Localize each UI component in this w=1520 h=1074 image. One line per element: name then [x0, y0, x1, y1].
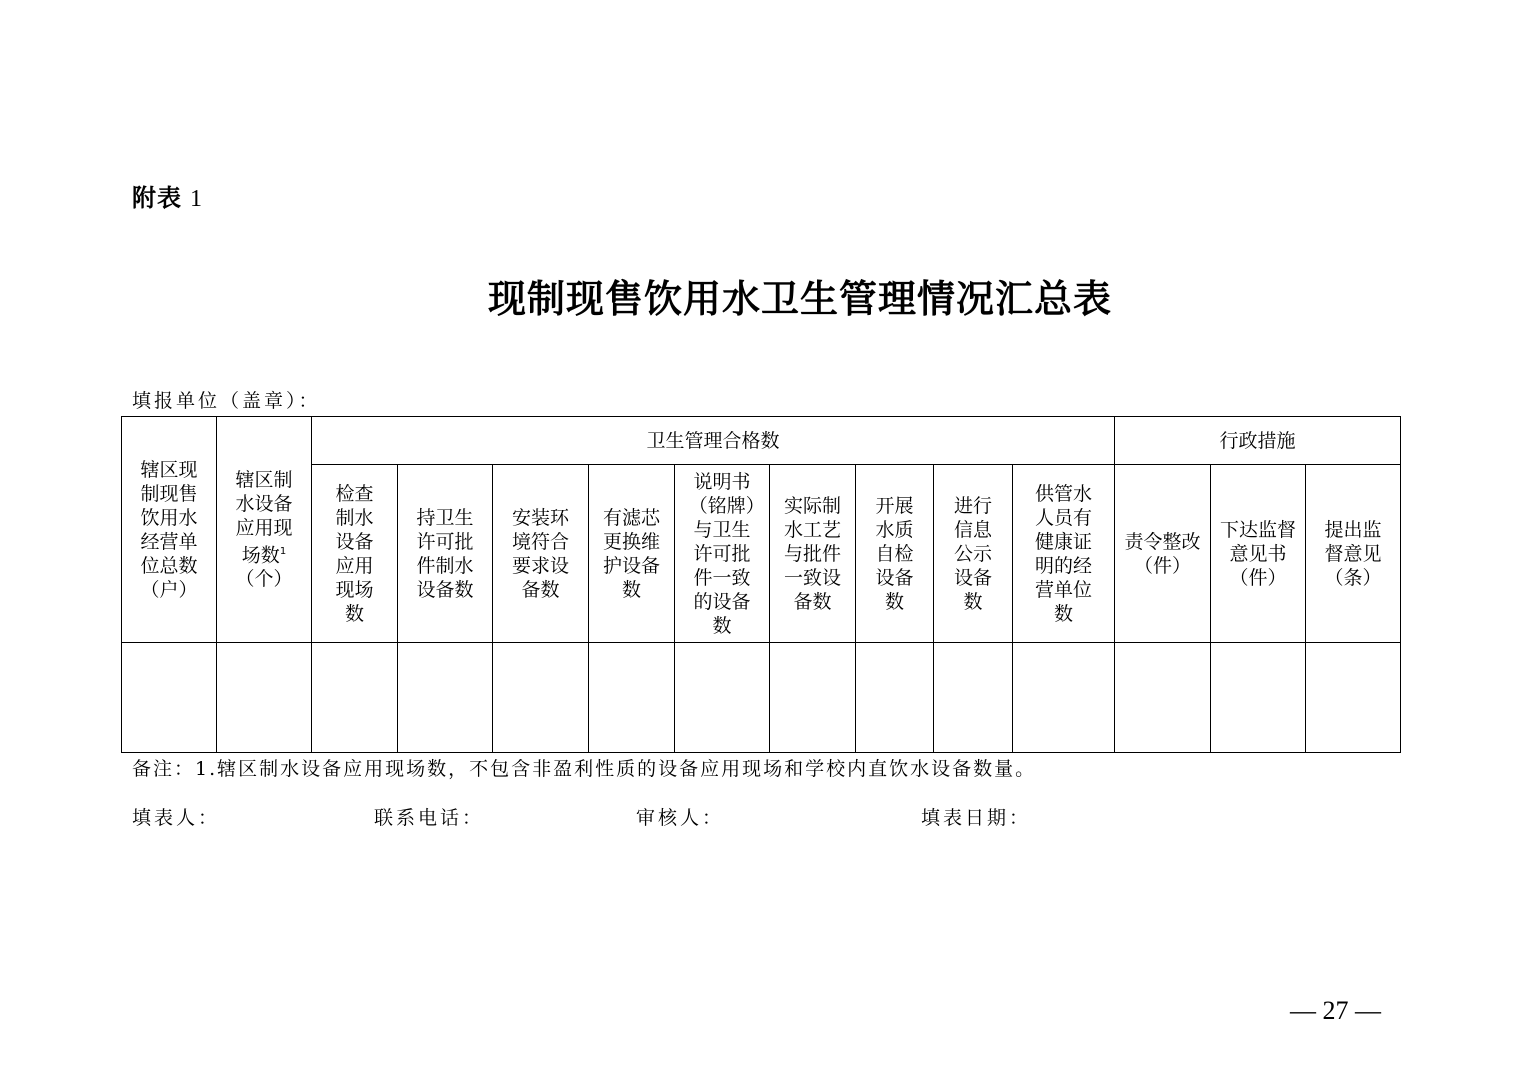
summary-table [121, 416, 1401, 753]
data-cell[interactable] [589, 643, 675, 753]
reporting-unit-label: 填报单位（盖章）： [132, 390, 321, 412]
subheader-cell: 持卫生许可批件制水设备数 [398, 465, 493, 643]
header-unit-total: 辖区现制现售饮用水经营单位总数（户） [122, 417, 217, 643]
data-cell[interactable] [1211, 643, 1306, 753]
data-cell[interactable] [312, 643, 398, 753]
annex-number: 1 [190, 186, 203, 212]
header-group-admin: 行政措施 [1115, 417, 1401, 465]
table-note: 备注：1.辖区制水设备应用现场数，不包含非盈利性质的设备应用现场和学校内直饮水设备数量。 [132, 758, 1037, 780]
subheader-cell: 供管水人员有健康证明的经营单位数 [1013, 465, 1115, 643]
phone-label: 联系电话： [374, 807, 485, 829]
data-cell[interactable] [770, 643, 856, 753]
subheader-cell: 安装环境符合要求设备数 [493, 465, 589, 643]
data-cell[interactable] [856, 643, 934, 753]
subheader-cell: 实际制水工艺与批件一致设备数 [770, 465, 856, 643]
reviewer-label: 审核人： [636, 807, 725, 829]
data-cell[interactable] [1306, 643, 1401, 753]
data-cell[interactable] [1115, 643, 1211, 753]
data-cell[interactable] [934, 643, 1013, 753]
subheader-cell: 进行信息公示设备数 [934, 465, 1013, 643]
data-cell[interactable] [122, 643, 217, 753]
subheader-cell: 有滤芯更换维护设备数 [589, 465, 675, 643]
subheader-cell: 说明书（铭牌）与卫生许可批件一致的设备数 [675, 465, 770, 643]
subheader-cell: 下达监督意见书（件） [1211, 465, 1306, 643]
subheader-cell: 提出监督意见（条） [1306, 465, 1401, 643]
data-cell[interactable] [675, 643, 770, 753]
table-row [122, 643, 1401, 753]
annex-label: 附表 1 [132, 183, 203, 212]
subheader-cell: 开展水质自检设备数 [856, 465, 934, 643]
date-label: 填表日期： [921, 807, 1032, 829]
subheader-cell: 责令整改（件） [1115, 465, 1211, 643]
data-cell[interactable] [217, 643, 312, 753]
data-cell[interactable] [1013, 643, 1115, 753]
page-number: — 27 — [1290, 996, 1381, 1025]
header-group-hygiene: 卫生管理合格数 [312, 417, 1115, 465]
data-cell[interactable] [493, 643, 589, 753]
data-cell[interactable] [398, 643, 493, 753]
filler-label: 填表人： [132, 807, 221, 829]
page-title: 现制现售饮用水卫生管理情况汇总表 [487, 276, 1112, 321]
header-equipment-sites: 辖区制水设备应用现场数$^1$（个） [217, 417, 312, 643]
subheader-cell: 检查制水设备应用现场数 [312, 465, 398, 643]
